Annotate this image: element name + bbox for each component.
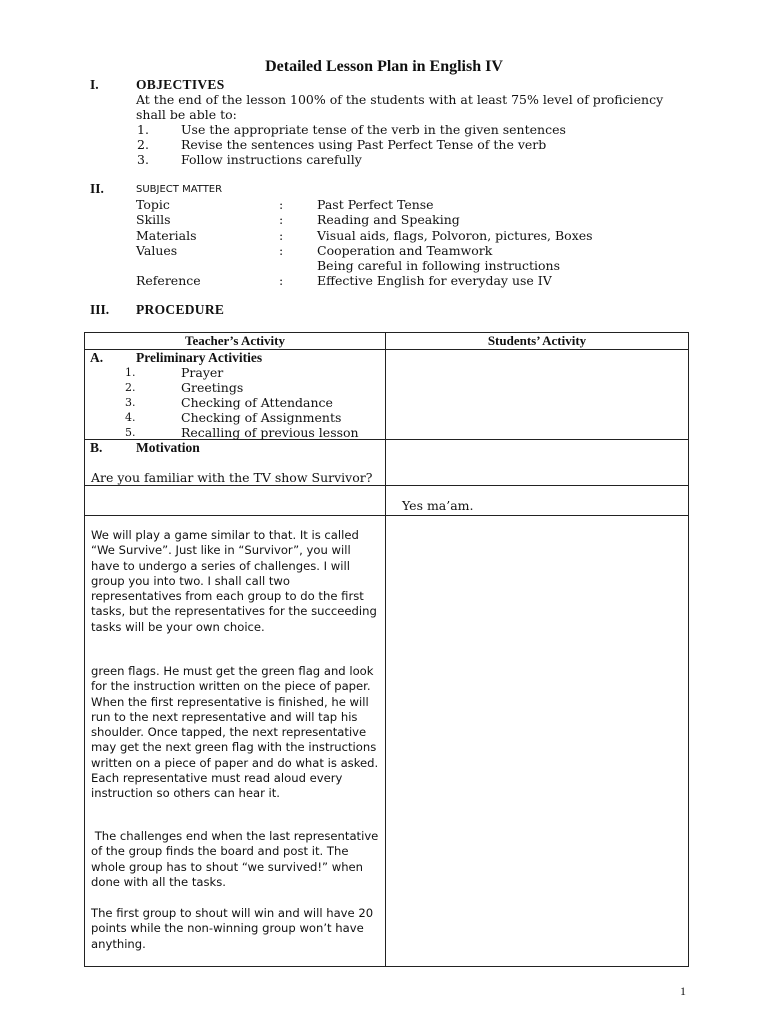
subject-value: Being careful in following instructions bbox=[317, 258, 561, 273]
game-paragraph: The challenges end when the last representative of the group finds the board and post it. The whole group has to shout “we survived!” when done with all the tasks. bbox=[91, 829, 383, 889]
subject-value: Visual aids, flags, Polvoron, pictures, Boxes bbox=[317, 228, 593, 243]
table-row bbox=[85, 350, 689, 440]
objective-text: Follow instructions carefully bbox=[181, 152, 362, 167]
list-item-number: 2. bbox=[125, 381, 136, 394]
subject-value: Effective English for everyday use IV bbox=[317, 273, 552, 288]
subject-label: Materials bbox=[136, 228, 197, 243]
objectives-heading: OBJECTIVES bbox=[136, 77, 225, 92]
objective-text: Use the appropriate tense of the verb in the given sentences bbox=[181, 122, 566, 137]
students-activity-cell bbox=[386, 440, 689, 486]
students-activity-header: Students’ Activity bbox=[386, 333, 689, 350]
subject-separator: : bbox=[279, 243, 284, 258]
objectives-intro-line2: shall be able to: bbox=[136, 107, 237, 122]
procedure-table bbox=[84, 332, 689, 967]
procedure-heading: PROCEDURE bbox=[136, 302, 225, 317]
list-item: Prayer bbox=[181, 365, 224, 380]
table-row bbox=[85, 486, 689, 516]
objective-text: Revise the sentences using Past Perfect Tense of the verb bbox=[181, 137, 547, 152]
page-title: Detailed Lesson Plan in English IV bbox=[265, 58, 503, 75]
subject-matter-heading: SUBJECT MATTER bbox=[136, 184, 223, 195]
motivation-question: Are you familiar with the TV show Survivor? bbox=[91, 470, 373, 485]
objectives-intro-line1: At the end of the lesson 100% of the students with at least 75% level of proficiency bbox=[136, 92, 664, 107]
objective-number: 3. bbox=[137, 152, 149, 167]
subject-label: Reference bbox=[136, 273, 201, 288]
table-header-row bbox=[85, 333, 689, 350]
motivation-letter: B. bbox=[90, 440, 103, 455]
subject-label: Skills bbox=[136, 212, 171, 227]
subject-matter-number: II. bbox=[90, 181, 104, 196]
subject-label: Topic bbox=[136, 197, 170, 212]
motivation-heading: Motivation bbox=[136, 440, 200, 455]
teacher-activity-header: Teacher’s Activity bbox=[85, 333, 386, 350]
list-item: Checking of Assignments bbox=[181, 410, 342, 425]
subject-value: Reading and Speaking bbox=[317, 212, 460, 227]
preliminary-activities-cell bbox=[85, 350, 386, 440]
subject-separator: : bbox=[279, 273, 284, 288]
objective-number: 2. bbox=[137, 137, 149, 152]
student-reply: Yes ma’am. bbox=[402, 498, 474, 513]
students-activity-cell bbox=[386, 350, 689, 440]
subject-separator: : bbox=[279, 197, 284, 212]
game-paragraph: green flags. He must get the green flag and look for the instruction written on the piece of paper. When the first representative is finished, he will run to the next representative and will tap his shoulder. Once tapped, the next representative may get the next green flag with the instructions written on a piece of paper and do what is asked. Each representative must read aloud every instruction so others can hear it. bbox=[91, 664, 379, 801]
game-paragraph: The first group to shout will win and will have 20 points while the non-winning group won’t have anything. bbox=[91, 906, 374, 951]
students-activity-cell bbox=[386, 486, 689, 516]
subject-label: Values bbox=[136, 243, 178, 258]
subject-value: Past Perfect Tense bbox=[317, 197, 434, 212]
teacher-activity-cell bbox=[85, 486, 386, 516]
list-item-number: 3. bbox=[125, 396, 136, 409]
subject-value: Cooperation and Teamwork bbox=[317, 243, 493, 258]
list-item-number: 5. bbox=[125, 426, 136, 439]
students-activity-cell bbox=[386, 516, 689, 967]
list-item: Greetings bbox=[181, 380, 244, 395]
list-item: Recalling of previous lesson bbox=[181, 425, 359, 440]
procedure-number: III. bbox=[90, 302, 110, 317]
list-item: Checking of Attendance bbox=[181, 395, 333, 410]
subject-separator: : bbox=[279, 228, 284, 243]
preliminary-heading: Preliminary Activities bbox=[136, 350, 263, 365]
game-paragraph: We will play a game similar to that. It is called “We Survive”. Just like in “Survivor”, you will have to undergo a series of challenges. I will group you into two. I shall call two representatives from each group to do the first tasks, but the representatives for the succeeding tasks will be your own choice. bbox=[91, 528, 377, 634]
list-item-number: 4. bbox=[125, 411, 136, 424]
objectives-number: I. bbox=[90, 77, 99, 92]
motivation-cell bbox=[85, 440, 386, 486]
list-item-number: 1. bbox=[125, 366, 136, 379]
table-row bbox=[85, 440, 689, 486]
subject-separator: : bbox=[279, 212, 284, 227]
objective-number: 1. bbox=[137, 122, 149, 137]
preliminary-letter: A. bbox=[90, 350, 104, 365]
page-number: 1 bbox=[680, 984, 686, 998]
game-instructions-cell bbox=[85, 516, 386, 967]
table-row bbox=[85, 516, 689, 967]
